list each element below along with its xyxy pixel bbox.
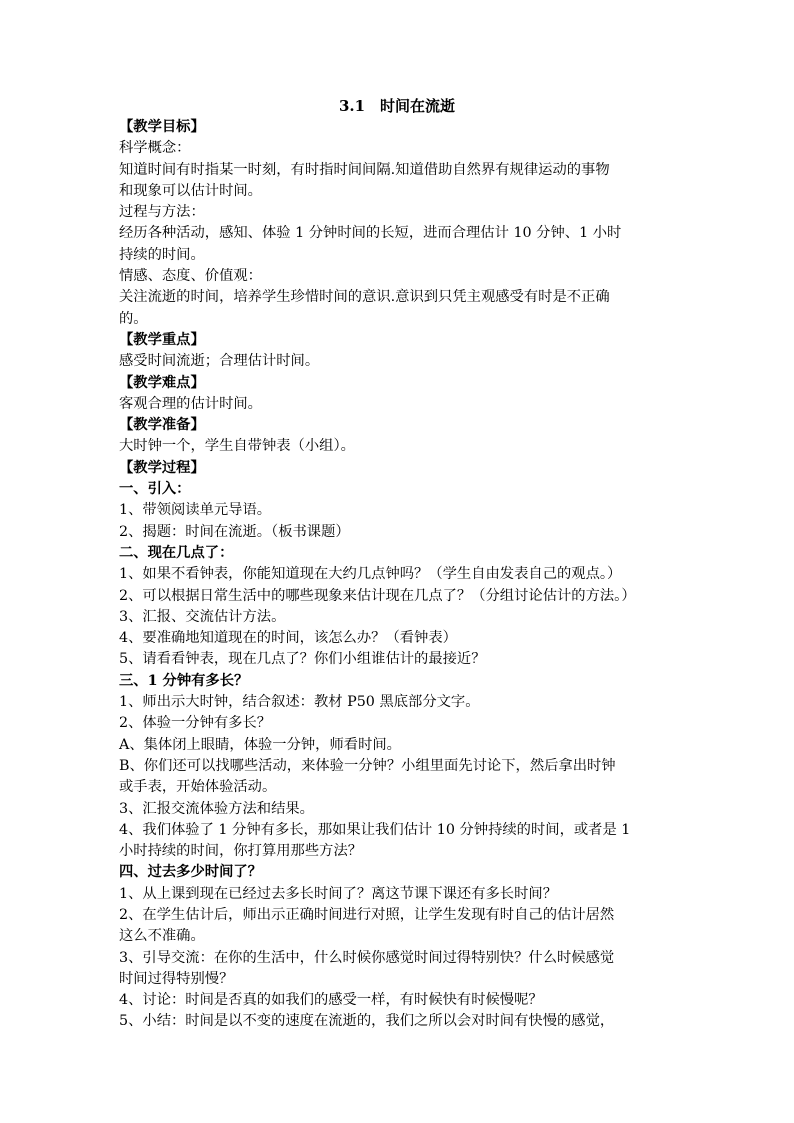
document-title: 3.1 时间在流逝 <box>338 97 456 115</box>
section-heading: 【教学难点】 <box>119 374 205 391</box>
text-line: 4、要准确地知道现在的时间，该怎么办？（看钟表） <box>119 630 457 647</box>
text-line: 1、如果不看钟表，你能知道现在大约几点钟吗？（学生自由发表自己的观点。） <box>119 566 622 583</box>
text-line: 3、汇报、交流估计方法。 <box>119 608 286 625</box>
section-heading: 【教学准备】 <box>119 417 205 434</box>
section-heading: 一、引入： <box>119 481 191 498</box>
text-line: 5、请看看钟表，现在几点了？你们小组谁估计的最接近？ <box>119 651 486 668</box>
text-line: 这么不准确。 <box>119 928 205 945</box>
text-line: 持续的时间。 <box>119 246 205 263</box>
text-line: A、集体闭上眼睛，体验一分钟，师看时间。 <box>119 736 401 753</box>
text-line: 2、揭题：时间在流逝。（板书课题） <box>119 523 350 540</box>
text-line: 的。 <box>119 310 148 327</box>
section-heading: 【教学重点】 <box>119 331 205 348</box>
text-line: 2、在学生估计后，师出示正确时间进行对照，让学生发现有时自己的估计居然 <box>119 906 615 923</box>
text-line: B、你们还可以找哪些活动，来体验一分钟？小组里面先讨论下，然后拿出时钟 <box>119 757 616 774</box>
text-line: 科学概念： <box>119 140 191 157</box>
text-line: 过程与方法： <box>119 204 205 221</box>
text-line: 感受时间流逝；合理估计时间。 <box>119 353 320 370</box>
section-heading: 四、过去多少时间了？ <box>119 864 262 881</box>
text-line: 或手表，开始体验活动。 <box>119 779 277 796</box>
text-line: 小时持续的时间，你打算用那些方法？ <box>119 843 363 860</box>
text-line: 5、小结：时间是以不变的速度在流逝的，我们之所以会对时间有快慢的感觉， <box>119 1013 615 1030</box>
text-line: 2、可以根据日常生活中的哪些现象来估计现在几点了？（分组讨论估计的方法。） <box>119 587 636 604</box>
text-line: 客观合理的估计时间。 <box>119 395 262 412</box>
section-heading: 【教学目标】 <box>119 119 205 135</box>
text-line: 1、师出示大时钟，结合叙述：教材 P50 黑底部分文字。 <box>119 694 480 711</box>
section-heading: 二、现在几点了： <box>119 544 234 561</box>
text-line: 2、体验一分钟有多长？ <box>119 715 272 732</box>
text-line: 时间过得特别慢？ <box>119 970 234 987</box>
text-line: 和现象可以估计时间。 <box>119 182 262 199</box>
text-line: 知道时间有时指某一时刻，有时指时间间隔.知道借助自然界有规律运动的事物 <box>119 161 610 178</box>
text-line: 4、我们体验了 1 分钟有多长，那如果让我们估计 10 分钟持续的时间，或者是 1 <box>119 821 631 838</box>
text-line: 1、带领阅读单元导语。 <box>119 502 272 519</box>
section-heading: 【教学过程】 <box>119 459 205 476</box>
section-heading: 三、1 分钟有多长？ <box>119 672 249 689</box>
text-line: 3、引导交流：在你的生活中，什么时候你感觉时间过得特别快？什么时候感觉 <box>119 949 615 966</box>
text-line: 大时钟一个，学生自带钟表（小组）。 <box>119 438 355 455</box>
text-line: 经历各种活动，感知、体验 1 分钟时间的长短，进而合理估计 10 分钟、1 小时 <box>119 225 622 242</box>
text-line: 1、从上课到现在已经过去多长时间了？离这节课下课还有多长时间？ <box>119 885 557 902</box>
text-line: 情感、态度、价值观： <box>119 268 262 285</box>
text-line: 关注流逝的时间，培养学生珍惜时间的意识.意识到只凭主观感受有时是不正确 <box>119 289 610 306</box>
document-body <box>119 117 689 1033</box>
text-line: 4、讨论：时间是否真的如我们的感受一样，有时候快有时候慢呢？ <box>119 992 543 1009</box>
text-line: 3、汇报交流体验方法和结果。 <box>119 800 314 817</box>
